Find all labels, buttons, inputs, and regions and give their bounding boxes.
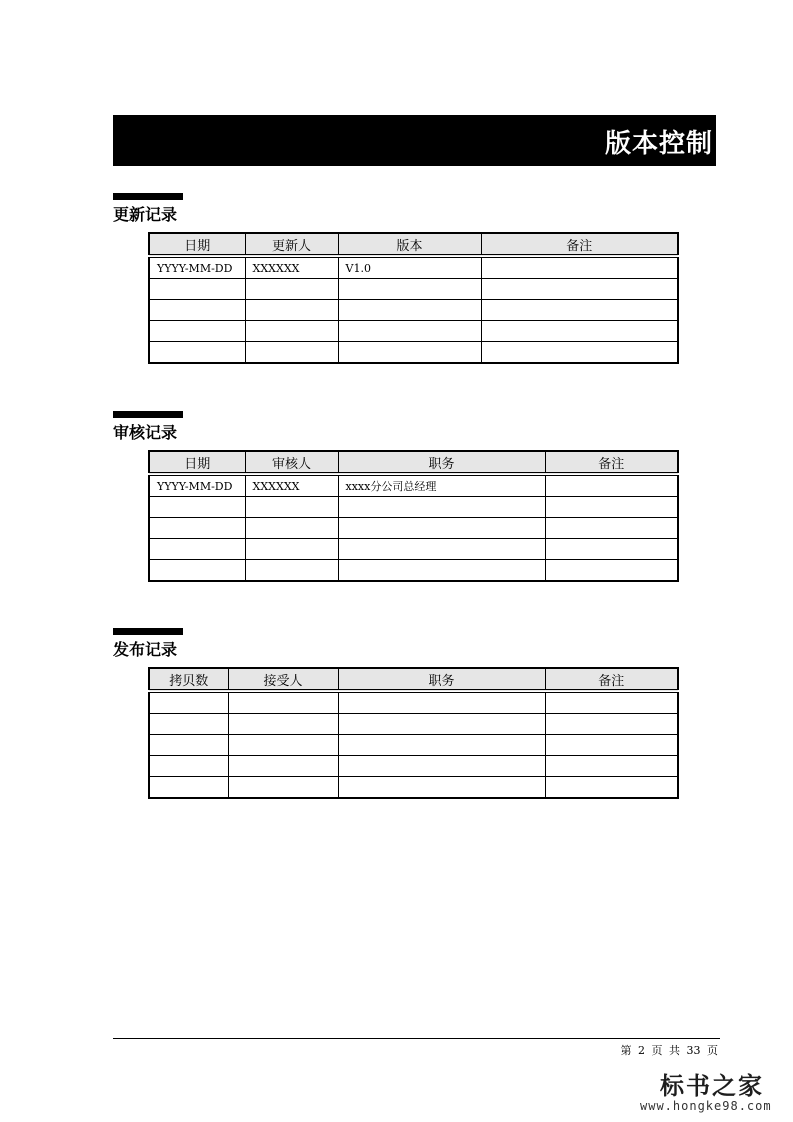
table-row	[149, 474, 678, 497]
table-row	[149, 756, 678, 777]
watermark-logo: 标书之家	[660, 1072, 764, 1100]
review-record-table	[148, 450, 679, 582]
table-cell	[545, 539, 678, 560]
table-row	[149, 539, 678, 560]
table-cell	[545, 560, 678, 582]
footer-divider	[113, 1038, 720, 1039]
column-header: 审核人	[245, 451, 338, 474]
column-header: 备注	[481, 233, 678, 256]
table-cell	[228, 735, 338, 756]
column-header: 职务	[338, 451, 545, 474]
column-header: 备注	[545, 451, 678, 474]
table-cell	[481, 321, 678, 342]
table-cell	[545, 474, 678, 497]
table-cell	[149, 714, 228, 735]
column-header: 更新人	[245, 233, 338, 256]
table-cell	[149, 497, 245, 518]
table-cell	[149, 342, 245, 364]
table-cell	[545, 735, 678, 756]
table-row	[149, 279, 678, 300]
table-row	[149, 342, 678, 364]
page-title: 版本控制	[604, 129, 713, 159]
table-row	[149, 321, 678, 342]
table-cell	[545, 691, 678, 714]
table-cell	[149, 539, 245, 560]
table-cell	[338, 342, 481, 364]
table-cell	[228, 714, 338, 735]
table-cell	[338, 497, 545, 518]
table-cell	[545, 518, 678, 539]
table-header-row	[149, 451, 678, 474]
column-header: 版本	[338, 233, 481, 256]
table-row	[149, 714, 678, 735]
table-cell	[545, 777, 678, 799]
table-cell	[149, 560, 245, 582]
table-cell: YYYY-MM-DD	[149, 256, 245, 279]
table-row	[149, 497, 678, 518]
table-cell	[338, 321, 481, 342]
table-cell	[545, 714, 678, 735]
table-cell	[338, 300, 481, 321]
table-cell	[245, 321, 338, 342]
table-cell	[149, 279, 245, 300]
column-header: 职务	[338, 668, 545, 691]
table-cell	[245, 539, 338, 560]
table-cell	[149, 756, 228, 777]
page-number: 第 2 页 共 33 页	[620, 1044, 718, 1057]
table-cell	[338, 279, 481, 300]
table-cell	[545, 756, 678, 777]
table-cell	[338, 518, 545, 539]
table-cell	[245, 300, 338, 321]
table-cell	[338, 539, 545, 560]
table-header-row	[149, 668, 678, 691]
table-row	[149, 518, 678, 539]
column-header: 日期	[149, 233, 245, 256]
table-cell	[481, 342, 678, 364]
table-cell	[149, 735, 228, 756]
table-cell	[338, 714, 545, 735]
section-marker-review	[113, 411, 183, 418]
title-bar	[113, 115, 716, 166]
release-record-table	[148, 667, 679, 799]
table-row	[149, 691, 678, 714]
table-cell: V1.0	[338, 256, 481, 279]
table-cell	[245, 518, 338, 539]
update-record-table	[148, 232, 679, 364]
table-cell	[228, 756, 338, 777]
review-record-heading: 审核记录	[113, 423, 178, 442]
table-cell	[481, 256, 678, 279]
table-cell	[149, 518, 245, 539]
column-header: 拷贝数	[149, 668, 228, 691]
table-cell	[149, 777, 228, 799]
table-row	[149, 300, 678, 321]
table-cell	[338, 560, 545, 582]
table-cell	[338, 756, 545, 777]
section-marker-update	[113, 193, 183, 200]
column-header: 接受人	[228, 668, 338, 691]
table-cell	[338, 691, 545, 714]
column-header: 日期	[149, 451, 245, 474]
table-cell	[481, 300, 678, 321]
table-cell: xxxx分公司总经理	[338, 474, 545, 497]
table-cell	[338, 777, 545, 799]
column-header: 备注	[545, 668, 678, 691]
table-cell	[338, 735, 545, 756]
release-record-heading: 发布记录	[113, 640, 178, 659]
table-cell	[245, 342, 338, 364]
table-cell	[545, 497, 678, 518]
table-row	[149, 256, 678, 279]
table-cell	[149, 691, 228, 714]
table-cell	[228, 777, 338, 799]
table-header-row	[149, 233, 678, 256]
table-cell	[228, 691, 338, 714]
update-record-heading: 更新记录	[113, 205, 178, 224]
table-cell	[481, 279, 678, 300]
table-cell: YYYY-MM-DD	[149, 474, 245, 497]
table-cell	[245, 279, 338, 300]
table-row	[149, 560, 678, 582]
watermark-url: www.hongke98.com	[640, 1099, 772, 1113]
table-row	[149, 735, 678, 756]
section-marker-release	[113, 628, 183, 635]
table-cell: XXXXXX	[245, 474, 338, 497]
table-cell	[149, 300, 245, 321]
table-row	[149, 777, 678, 799]
table-cell	[245, 497, 338, 518]
table-cell: XXXXXX	[245, 256, 338, 279]
table-cell	[245, 560, 338, 582]
table-cell	[149, 321, 245, 342]
